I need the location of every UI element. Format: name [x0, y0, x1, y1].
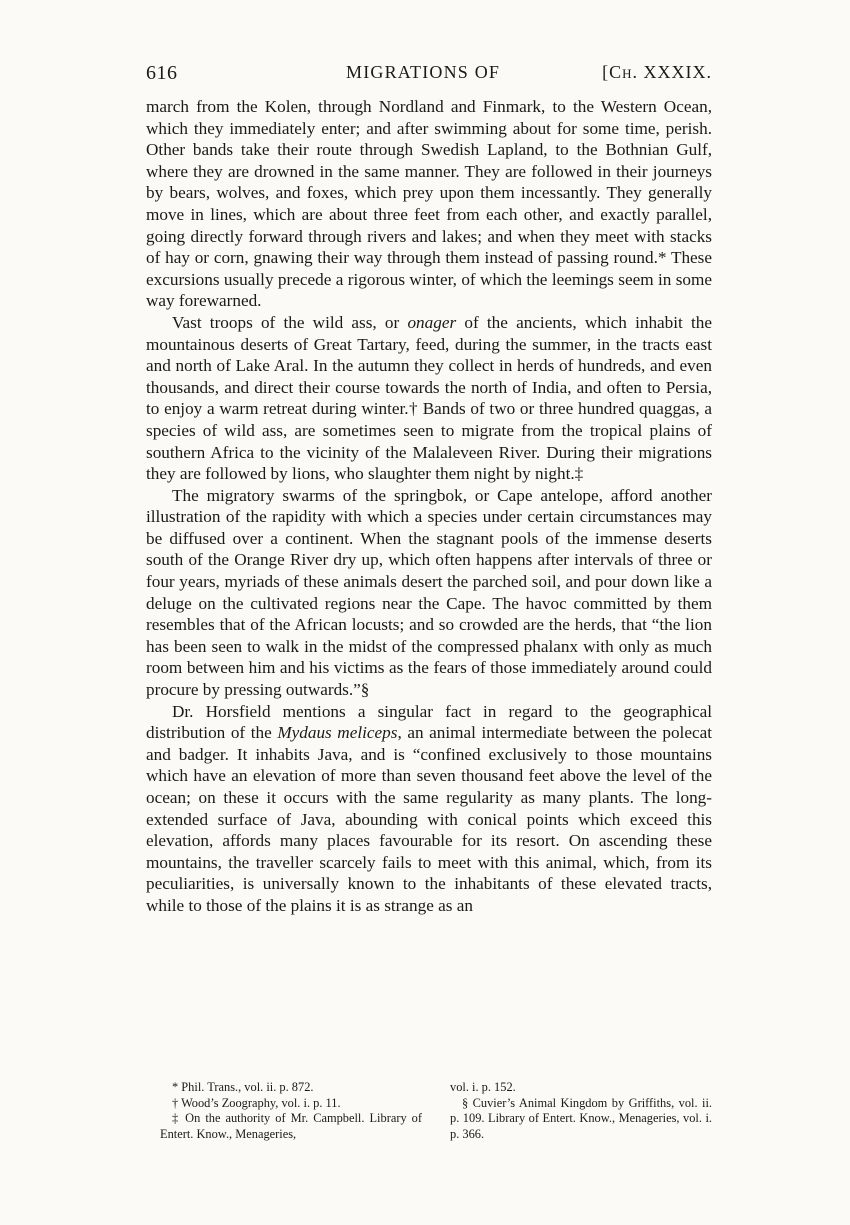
paragraph-wild-ass-text-1: Vast troops of the wild ass, or: [172, 312, 408, 332]
footnotes-left-column: [160, 1080, 422, 1142]
footnotes-right-column: [450, 1080, 712, 1142]
running-header: [146, 62, 712, 88]
paragraph-mydaus-text-2: , an animal intermediate between the polecat and badger. It inhabits Java, and is “confined exclusively to those mountains which have an elevation of more than seven thousand feet above the level of the ocean; on these it occurs with the same regularity as many plants. The long-extended surface of Java, abounding with conical points which exceed this elevation, affords many places favourable for its resort. On ascending these mountains, the traveller scarcely fails to meet with this animal, which, from its peculiarities, is universally known to the inhabitants of these elevated tracts, while to those of the plains it is as strange as an: [146, 723, 712, 915]
running-title: MIGRATIONS OF: [346, 62, 501, 82]
footnote: * Phil. Trans., vol. ii. p. 872.: [172, 1080, 314, 1094]
footnote: † Wood’s Zoography, vol. i. p. 11.: [172, 1095, 341, 1110]
paragraph-springbok: The migratory swarms of the springbok, or Cape antelope, afford another illustration of the rapidity with which a species under certain circumstances may be diffused over a continent. When the stagnant pools of the immense deserts south of the Orange River dry up, which often happens after intervals of three or four years, myriads of these animals desert the parched soil, and pour down like a deluge on the cultivated regions near the Cape. The havoc committed by them resembles that of the African locusts; and so crowded are the herds, that “the lion has been seen to walk in the midst of the compressed phalanx with only as much room between him and his victims as the fears of those immediately around could procure by pressing outwards.”§: [146, 485, 712, 700]
footnote-continuation: vol. i. p. 152.: [450, 1080, 516, 1094]
footnote: ‡ On the authority of Mr. Campbell. Library of Entert. Know., Menageries,: [160, 1111, 422, 1141]
chapter-label: [Ch. XXXIX.: [602, 62, 712, 82]
paragraph-wild-ass-text-2: of the ancients, which inhabit the mountainous deserts of Great Tartary, feed, during the summer, in the tracts east and north of Lake Aral. In the autumn they collect in herds of hundreds, and even thousands, and direct their course towards the north of India, and often to Persia, to enjoy a warm retreat during winter.† Bands of two or three hundred quaggas, a species of wild ass, are sometimes seen to migrate from the tropical plains of southern Africa to the vicinity of the Malaleveen River. During their migrations they are followed by lions, who slaughter them night by night.‡: [146, 312, 713, 484]
italic-term-onager: onager: [407, 312, 457, 332]
footnote: § Cuvier’s Animal Kingdom by Griffiths, vol. ii. p. 109. Library of Entert. Know., Menageries, vol. i. p. 366.: [450, 1095, 712, 1141]
paragraph-wild-ass: [146, 312, 712, 485]
body-text: [146, 96, 712, 917]
footnotes: [160, 1080, 712, 1142]
paragraph-mydaus: [146, 701, 712, 917]
paragraph-mydaus-text-1: Dr. Horsfield mentions a singular fact in regard to the geographical distribution of the: [146, 701, 712, 743]
paragraph-leemings: march from the Kolen, through Nordland and Finmark, to the Western Ocean, which they immediately enter; and after swimming about for some time, perish. Other bands take their route through Swedish Lapland, to the Bothnian Gulf, where they are drowned in the same manner. They are followed in their journeys by bears, wolves, and foxes, which prey upon them incessantly. They generally move in lines, which are about three feet from each other, and exactly parallel, going directly forward through rivers and lakes; and when they meet with stacks of hay or corn, gnawing their way through them instead of passing round.* These excursions usually precede a rigorous winter, of which the leemings seem in some way forewarned.: [146, 97, 712, 311]
page-number: 616: [146, 62, 178, 84]
italic-term-mydaus: Mydaus meliceps: [277, 723, 398, 743]
